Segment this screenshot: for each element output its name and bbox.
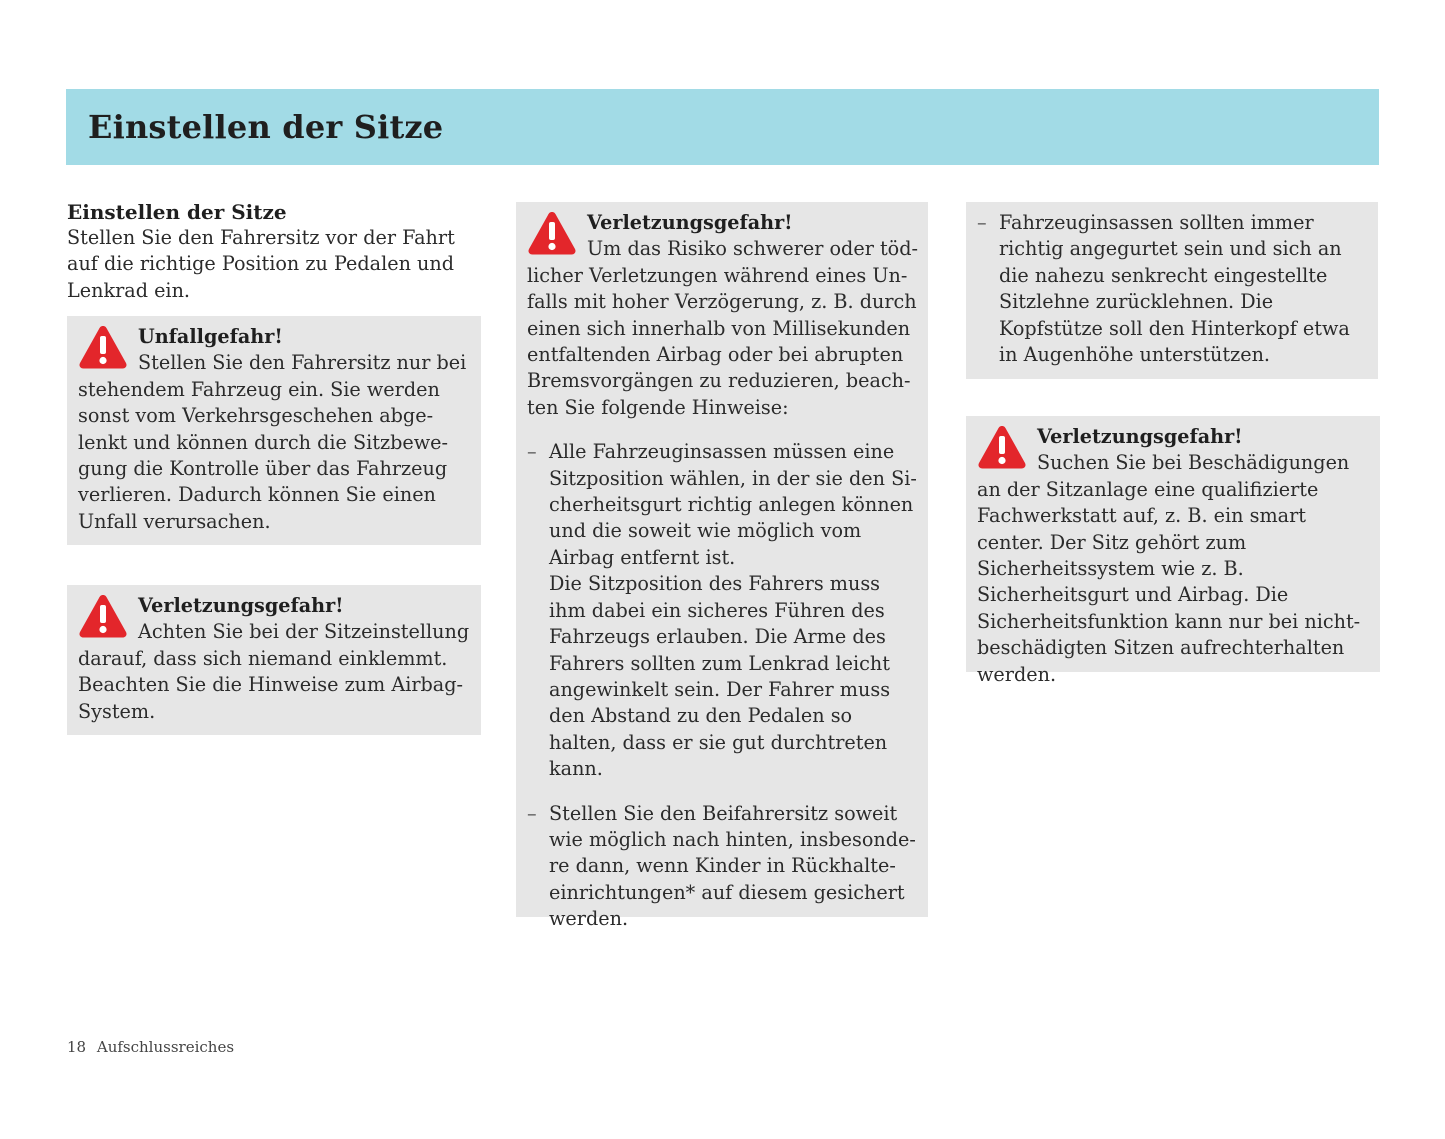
list-item-text: Fahrzeuginsassen sollten immer richtig angegurtet sein und sich an die nahezu senkrecht eingestellte Sitzlehne zurücklehnen. Die Kopfstütze soll den Hinterkopf etwa in Augenhöhe unterstützen. <box>999 211 1350 367</box>
warning-text: Suchen Sie bei Beschädigungen an der Sitzanlage eine qualifizierte Fachwerkstatt auf, z. B. ein smart center. Der Sitz gehört zum Sicherheitssystem wie z. B. Sicherheitsgurt und Airbag. Die Sicherheitsfunktion kann nur bei nichtbeschädigten Sitzen aufrechterhalten werden. <box>977 451 1361 686</box>
page-footer <box>67 1038 234 1056</box>
warning-box-damage <box>966 416 1380 686</box>
warning-text: Um das Risiko schwerer oder tödlicher Verletzungen während eines Unfalls mit hoher Verzögerung, z. B. durch einen sich innerhalb von Millisekunden entfaltenden Airbag oder bei abrupten Bremsvorgängen zu reduzieren, beachten Sie folgende Hinweise: <box>527 237 918 419</box>
warning-box-pinch <box>67 585 481 735</box>
intro-section <box>67 199 481 304</box>
section-name: Aufschlussreiches <box>96 1038 235 1056</box>
warning-heading: Verletzungsgefahr! <box>587 211 793 234</box>
chapter-title: Einstellen der Sitze <box>88 108 444 146</box>
warning-text: Achten Sie bei der Sitzeinstellung darauf, dass sich niemand einklemmt. Beachten Sie die Hinweise zum Airbag-System. <box>78 620 470 723</box>
list-item-continuation: Die Sitzposition des Fahrers muss ihm dabei ein sicheres Führen des Fahrzeugs erlauben. Die Arme des Fahrers sollten zum Lenkrad leicht angewinkelt sein. Der Fahrer muss den Abstand zu den Pedalen so halten, dass er sie gut durchtreten kann. <box>549 572 891 781</box>
warning-box-accident <box>67 316 481 545</box>
instruction-list <box>977 210 1368 368</box>
chapter-title-bar <box>66 89 1379 165</box>
list-item <box>527 801 918 933</box>
warning-triangle-icon <box>977 424 1029 472</box>
list-item-text: Alle Fahrzeuginsassen müssen eine Sitzposition wählen, in der sie den Sicherheitsgurt richtig anlegen können und die soweit wie möglich vom Airbag entfernt ist. <box>549 440 917 569</box>
instruction-list <box>527 439 918 932</box>
section-heading: Einstellen der Sitze <box>67 200 287 224</box>
warning-box-injury <box>516 202 928 931</box>
warning-heading: Unfallgefahr! <box>138 325 283 348</box>
page-number: 18 <box>67 1038 87 1056</box>
list-item <box>977 210 1368 368</box>
warning-text: Stellen Sie den Fahrersitz nur bei stehendem Fahrzeug ein. Sie werden sonst vom Verkehrsgeschehen abgelenkt und können durch die Sitzbewegung die Kontrolle über das Fahrzeug verlieren. Dadurch können Sie einen Unfall verursachen. <box>78 351 467 533</box>
warning-heading: Verletzungsgefahr! <box>138 594 344 617</box>
warning-triangle-icon <box>78 593 130 641</box>
list-item-text: Stellen Sie den Beifahrersitz soweit wie möglich nach hinten, insbesondere dann, wenn Kinder in Rückhalteeinrichtungen* auf diesem gesichert werden. <box>549 801 916 931</box>
warning-triangle-icon <box>78 324 130 372</box>
warning-heading: Verletzungsgefahr! <box>1037 425 1243 448</box>
warning-triangle-icon <box>527 210 579 258</box>
intro-text: Stellen Sie den Fahrersitz vor der Fahrt auf die richtige Position zu Pedalen und Lenkrad ein. <box>67 226 455 302</box>
continuation-box <box>966 202 1378 379</box>
list-item <box>527 439 918 782</box>
